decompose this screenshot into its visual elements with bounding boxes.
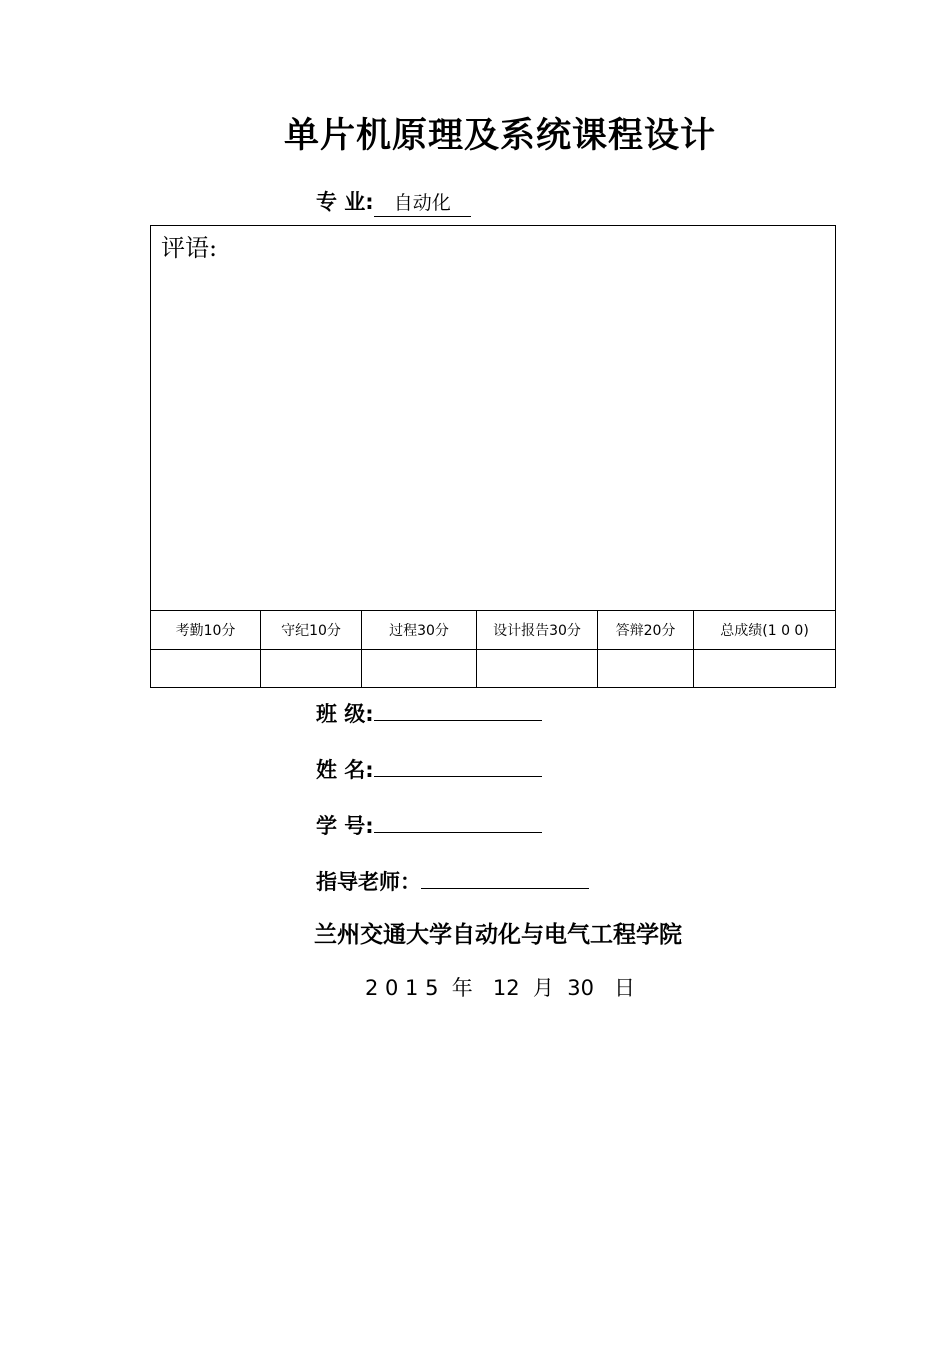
student-id-label: 学 号: [316,814,374,838]
header-attendance: 考勤10分 [151,611,261,650]
comment-label: 评语: [161,234,218,262]
advisor-field [316,866,589,896]
student-id-field [316,810,542,840]
grade-table [150,225,836,688]
score-cell-discipline[interactable] [261,650,362,688]
student-id-blank-line[interactable] [374,812,542,833]
major-value: 自动化 [374,188,471,217]
advisor-blank-line[interactable] [421,868,589,889]
class-field [316,698,542,728]
header-defense: 答辩20分 [598,611,694,650]
document-title: 单片机原理及系统课程设计 [283,116,716,156]
advisor-label: 指导老师： [316,870,421,894]
header-process: 过程30分 [362,611,477,650]
class-label: 班 级: [316,702,374,726]
header-discipline: 守纪10分 [261,611,362,650]
major-label: 专 业: [316,190,374,214]
score-cell-total[interactable] [694,650,836,688]
score-cell-defense[interactable] [598,650,694,688]
name-blank-line[interactable] [374,756,542,777]
score-cell-design-report[interactable] [477,650,598,688]
score-cell-process[interactable] [362,650,477,688]
major-field [316,186,471,217]
header-design-report: 设计报告30分 [477,611,598,650]
date-line: 2 0 1 5 年 12 月 30 日 [364,976,636,1000]
class-blank-line[interactable] [374,700,542,721]
name-field [316,754,542,784]
name-label: 姓 名: [316,758,374,782]
comment-cell[interactable] [151,226,836,611]
header-total-score: 总成绩(1 0 0) [694,611,836,650]
school-name: 兰州交通大学自动化与电气工程学院 [314,922,682,948]
score-cell-attendance[interactable] [151,650,261,688]
